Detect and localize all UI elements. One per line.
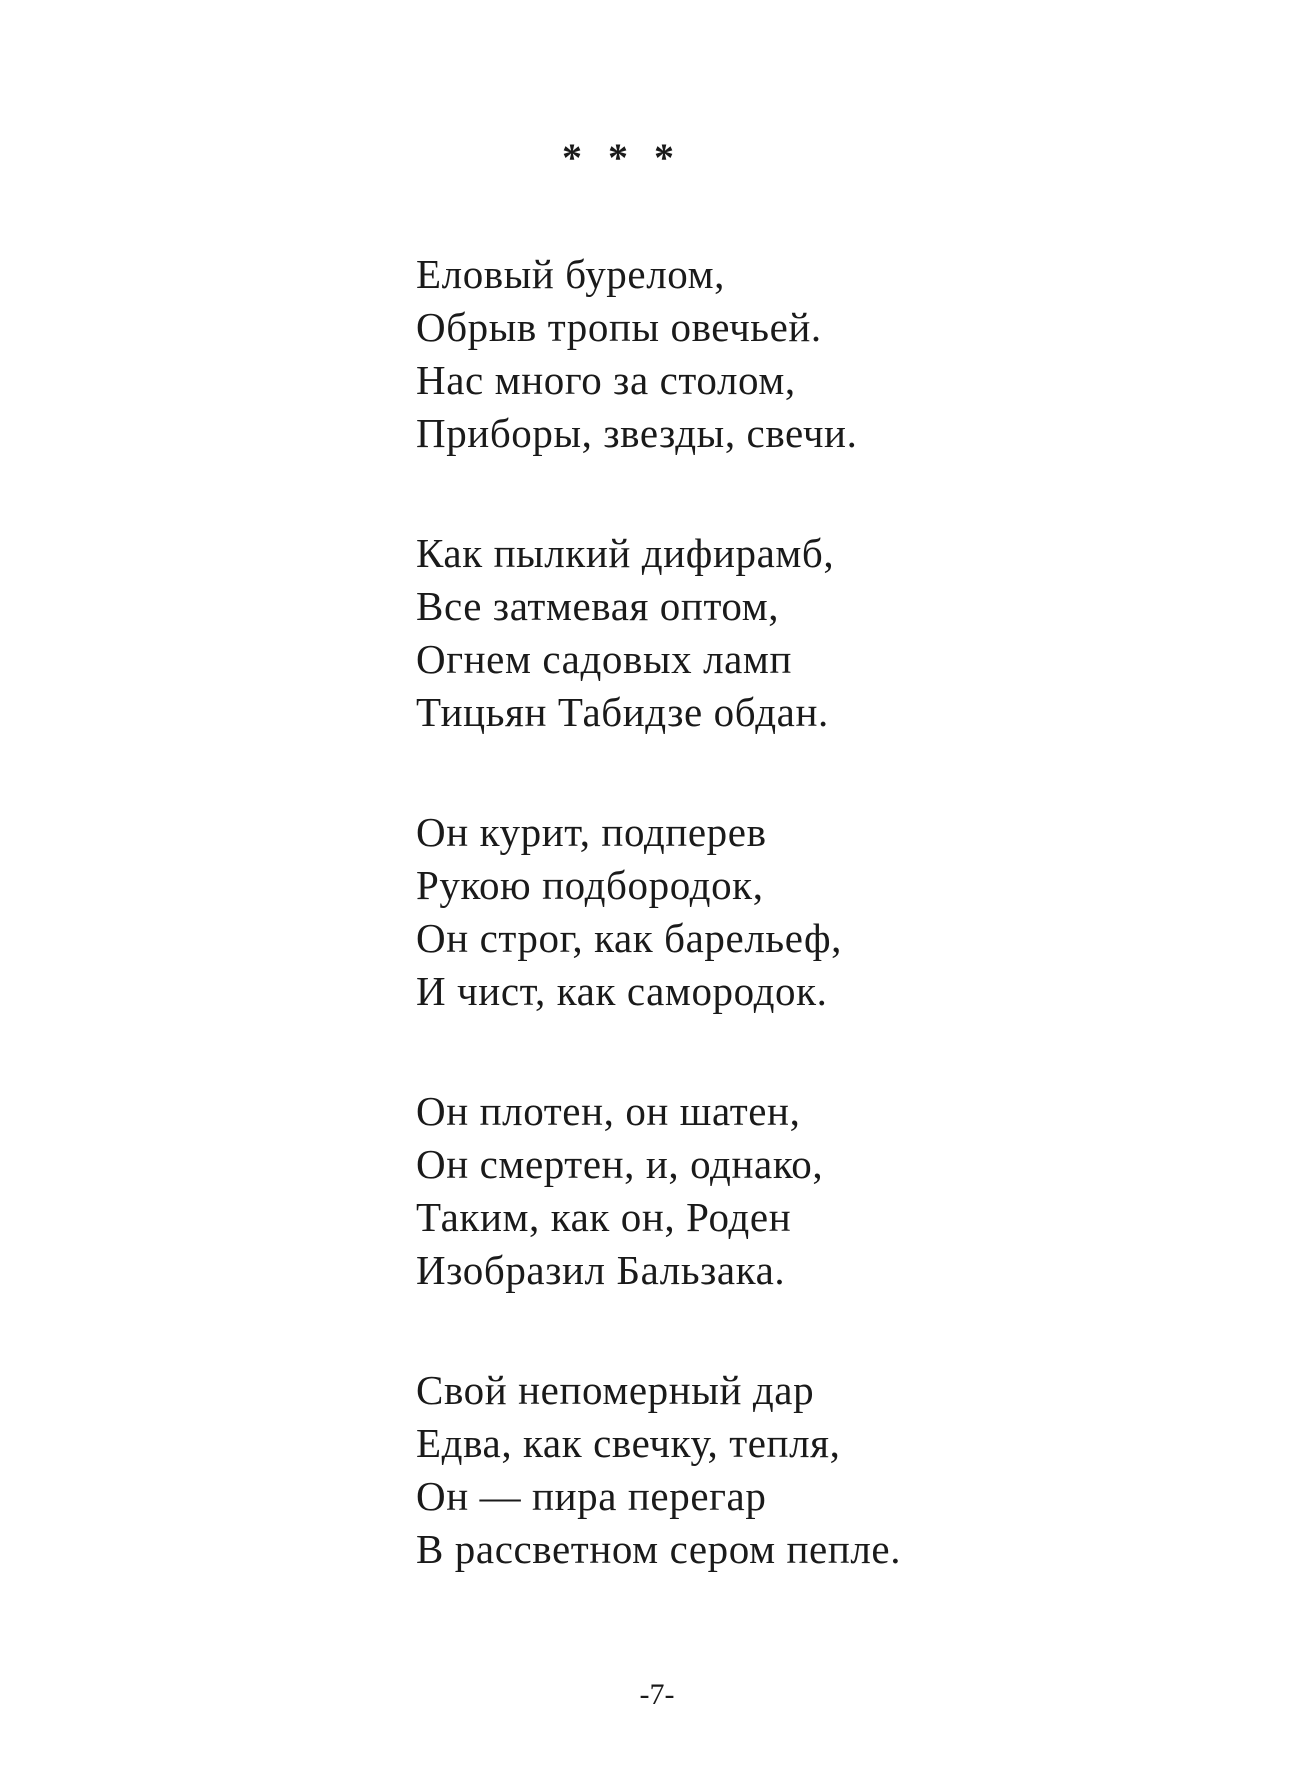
poem-line: Как пылкий дифирамб,: [416, 530, 835, 576]
poem-line: Едва, как свечку, тепля,: [416, 1420, 841, 1466]
poem-line: Он — пира перегар: [416, 1473, 767, 1519]
poem-line: Приборы, звезды, свечи.: [416, 410, 858, 456]
poem: [416, 248, 1216, 1643]
poem-line: Он курит, подперев: [416, 809, 767, 855]
stanza: [416, 527, 1216, 739]
poem-line: Он плотен, он шатен,: [416, 1088, 801, 1134]
poem-line: Еловый бурелом,: [416, 251, 725, 297]
poem-line: Рукою подбородок,: [416, 862, 764, 908]
page-number: -7-: [639, 1678, 675, 1711]
poem-line: Таким, как он, Роден: [416, 1194, 792, 1240]
poem-line: Свой непомерный дар: [416, 1367, 815, 1413]
poem-line: Огнем садовых ламп: [416, 636, 793, 682]
poem-line: И чист, как самородок.: [416, 968, 828, 1014]
poem-line: Обрыв тропы овечьей.: [416, 304, 822, 350]
stanza: [416, 1364, 1216, 1576]
section-separator: * * *: [562, 135, 682, 180]
stanza: [416, 1085, 1216, 1297]
poem-line: Тицьян Табидзе обдан.: [416, 689, 829, 735]
poem-line: Изобразил Бальзака.: [416, 1247, 786, 1293]
stanza: [416, 806, 1216, 1018]
poem-line: Все затмевая оптом,: [416, 583, 780, 629]
poem-line: Нас много за столом,: [416, 357, 796, 403]
poem-line: Он строг, как барельеф,: [416, 915, 843, 961]
poem-line: В рассветном сером пепле.: [416, 1526, 902, 1572]
stanza: [416, 248, 1216, 460]
poem-line: Он смертен, и, однако,: [416, 1141, 824, 1187]
